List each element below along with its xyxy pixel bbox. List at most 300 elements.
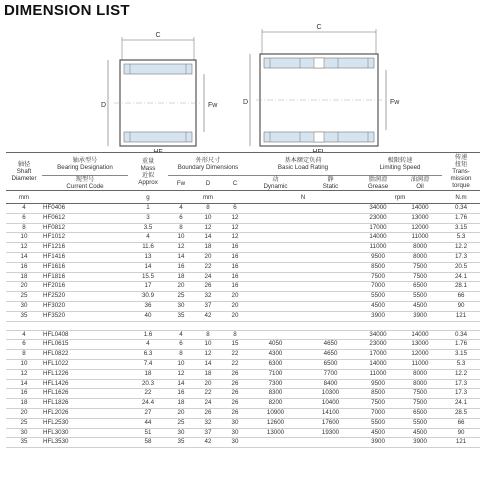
cell-d: 32 — [194, 418, 222, 428]
table-row — [6, 418, 480, 428]
cell-torque: 66 — [442, 418, 480, 428]
cell-fw: 4 — [168, 204, 194, 214]
cell-fw: 20 — [168, 408, 194, 418]
cell-torque: 90 — [442, 301, 480, 311]
hfl-fw-label: Fw — [390, 99, 400, 106]
cell-d: 24 — [194, 272, 222, 282]
cell-dyn — [248, 252, 303, 262]
cell-d: 14 — [194, 233, 222, 243]
cell-fw: 35 — [168, 311, 194, 321]
cell-torque: 0.34 — [442, 204, 480, 214]
cell-c: 16 — [222, 252, 248, 262]
cell-dyn — [248, 282, 303, 292]
cell-shaft: 35 — [6, 311, 42, 321]
cell-fw: 6 — [168, 213, 194, 223]
hfl-spring-bottom — [314, 132, 324, 142]
cell-mass: 27 — [128, 408, 168, 418]
hf-c-label: C — [155, 32, 161, 39]
cell-d: 10 — [194, 213, 222, 223]
cell-mass: 24.4 — [128, 399, 168, 409]
cell-grease: 9500 — [358, 379, 398, 389]
cell-dyn — [248, 311, 303, 321]
cell-code: HF1416 — [42, 252, 128, 262]
cell-torque: 121 — [442, 438, 480, 448]
cell-fw: 35 — [168, 438, 194, 448]
boundary-unit: mm — [168, 191, 248, 204]
cell-code: HF1216 — [42, 243, 128, 253]
cell-fw: 16 — [168, 262, 194, 272]
cell-d: 24 — [194, 399, 222, 409]
dimension-table — [6, 152, 480, 448]
bearing-drawings — [0, 18, 482, 150]
cell-shaft: 8 — [6, 350, 42, 360]
cell-shaft: 18 — [6, 399, 42, 409]
cell-dyn — [248, 330, 303, 340]
cell-stat — [303, 223, 358, 233]
cell-stat — [303, 292, 358, 302]
hf-top-rollers — [124, 64, 192, 74]
cell-d: 42 — [194, 311, 222, 321]
cell-code: HFL0615 — [42, 340, 128, 350]
cell-fw: 30 — [168, 428, 194, 438]
cell-mass: 51 — [128, 428, 168, 438]
cell-grease: 4500 — [358, 301, 398, 311]
gap-cell — [128, 321, 168, 330]
table-row — [6, 379, 480, 389]
cell-code: HFL0408 — [42, 330, 128, 340]
cell-grease: 17000 — [358, 350, 398, 360]
cell-code: HFL2530 — [42, 418, 128, 428]
page-title: DIMENSION LIST — [4, 2, 130, 19]
cell-c: 12 — [222, 233, 248, 243]
table-row — [6, 438, 480, 448]
table-row — [6, 233, 480, 243]
cell-dyn — [248, 301, 303, 311]
cell-dyn: 8300 — [248, 389, 303, 399]
gap-cell — [442, 321, 480, 330]
cell-stat: 6500 — [303, 359, 358, 369]
cell-c: 6 — [222, 204, 248, 214]
cell-mass: 7.4 — [128, 359, 168, 369]
table-row — [6, 301, 480, 311]
cell-fw: 8 — [168, 350, 194, 360]
cell-oil: 8000 — [398, 243, 442, 253]
cell-shaft: 16 — [6, 389, 42, 399]
table-row — [6, 350, 480, 360]
cell-dyn: 7100 — [248, 369, 303, 379]
cell-shaft: 6 — [6, 213, 42, 223]
cell-mass: 20.3 — [128, 379, 168, 389]
cell-code: HF0812 — [42, 223, 128, 233]
gap-cell — [42, 321, 128, 330]
cell-stat — [303, 311, 358, 321]
cell-torque: 12.2 — [442, 369, 480, 379]
cell-d: 37 — [194, 301, 222, 311]
cell-shaft: 8 — [6, 223, 42, 233]
fw-header: Fw — [168, 176, 194, 191]
cell-shaft: 4 — [6, 204, 42, 214]
cell-code: HF1816 — [42, 272, 128, 282]
cell-torque: 5.3 — [442, 359, 480, 369]
cell-code: HFL0822 — [42, 350, 128, 360]
cell-fw: 14 — [168, 252, 194, 262]
cell-code: HF1616 — [42, 262, 128, 272]
cell-fw: 6 — [168, 340, 194, 350]
cell-d: 14 — [194, 359, 222, 369]
cell-dyn — [248, 213, 303, 223]
table-row — [6, 428, 480, 438]
cell-stat: 7700 — [303, 369, 358, 379]
cell-torque: 24.1 — [442, 272, 480, 282]
torque-unit: N.m — [442, 191, 480, 204]
cell-oil: 3900 — [398, 311, 442, 321]
cell-stat: 4650 — [303, 340, 358, 350]
table-row — [6, 243, 480, 253]
cell-oil: 7500 — [398, 262, 442, 272]
hfl-d-label: D — [243, 99, 249, 106]
cell-torque: 17.3 — [442, 379, 480, 389]
mass-unit: g — [128, 191, 168, 204]
cell-dyn: 10900 — [248, 408, 303, 418]
cell-stat: 8400 — [303, 379, 358, 389]
cell-dyn — [248, 233, 303, 243]
cell-mass: 1.6 — [128, 330, 168, 340]
cell-mass: 22 — [128, 389, 168, 399]
cell-fw: 18 — [168, 272, 194, 282]
cell-torque: 3.15 — [442, 350, 480, 360]
cell-grease: 11000 — [358, 243, 398, 253]
cell-fw: 20 — [168, 282, 194, 292]
cell-shaft: 35 — [6, 438, 42, 448]
grease-header: 脂润滑 Grease — [358, 176, 398, 191]
cell-torque: 24.1 — [442, 399, 480, 409]
cell-d: 18 — [194, 243, 222, 253]
cell-mass: 4 — [128, 340, 168, 350]
cell-stat — [303, 438, 358, 448]
hfl-spring-top — [314, 58, 324, 68]
cell-torque: 3.15 — [442, 223, 480, 233]
cell-torque: 17.3 — [442, 252, 480, 262]
cell-shaft: 4 — [6, 330, 42, 340]
header-row-1 — [6, 153, 480, 176]
cell-dyn: 13000 — [248, 428, 303, 438]
cell-stat — [303, 272, 358, 282]
cell-fw: 10 — [168, 359, 194, 369]
cell-d: 22 — [194, 262, 222, 272]
load-unit: N — [248, 191, 358, 204]
cell-shaft: 25 — [6, 292, 42, 302]
c-header: C — [222, 176, 248, 191]
cell-d: 12 — [194, 223, 222, 233]
cell-shaft: 10 — [6, 359, 42, 369]
cell-stat — [303, 330, 358, 340]
cell-c: 20 — [222, 301, 248, 311]
cell-oil: 8000 — [398, 379, 442, 389]
cell-oil: 8000 — [398, 369, 442, 379]
hfl-drawing — [243, 24, 400, 156]
cell-c: 15 — [222, 340, 248, 350]
cell-code: HF3020 — [42, 301, 128, 311]
cell-fw: 16 — [168, 389, 194, 399]
cell-oil: 13000 — [398, 340, 442, 350]
cell-oil: 6500 — [398, 282, 442, 292]
cell-mass: 58 — [128, 438, 168, 448]
table-row — [6, 340, 480, 350]
cell-c: 26 — [222, 408, 248, 418]
cell-stat: 19300 — [303, 428, 358, 438]
cell-shaft: 6 — [6, 340, 42, 350]
cell-shaft: 14 — [6, 252, 42, 262]
cell-grease: 8500 — [358, 389, 398, 399]
cell-grease: 14000 — [358, 233, 398, 243]
cell-stat: 4650 — [303, 350, 358, 360]
cell-stat — [303, 301, 358, 311]
gap-cell — [358, 321, 398, 330]
cell-code: HFL1226 — [42, 369, 128, 379]
cell-mass: 6.3 — [128, 350, 168, 360]
cell-code: HF3520 — [42, 311, 128, 321]
cell-stat: 14100 — [303, 408, 358, 418]
cell-oil: 7500 — [398, 272, 442, 282]
cell-c: 16 — [222, 272, 248, 282]
cell-oil: 6500 — [398, 408, 442, 418]
cell-c: 20 — [222, 292, 248, 302]
cell-grease: 8500 — [358, 262, 398, 272]
cell-stat: 17600 — [303, 418, 358, 428]
cell-d: 26 — [194, 282, 222, 292]
cell-torque: 12.2 — [442, 243, 480, 253]
cell-oil: 7500 — [398, 389, 442, 399]
cell-torque: 1.76 — [442, 340, 480, 350]
bearing-unit — [42, 191, 128, 204]
cell-dyn — [248, 223, 303, 233]
cell-shaft: 30 — [6, 301, 42, 311]
cell-c: 20 — [222, 311, 248, 321]
cell-dyn: 7300 — [248, 379, 303, 389]
cell-mass: 3 — [128, 213, 168, 223]
cell-mass: 40 — [128, 311, 168, 321]
table-row — [6, 272, 480, 282]
table-row — [6, 282, 480, 292]
cell-d: 20 — [194, 252, 222, 262]
cell-grease: 7500 — [358, 399, 398, 409]
d-header: D — [194, 176, 222, 191]
table-row — [6, 292, 480, 302]
cell-d: 8 — [194, 204, 222, 214]
cell-torque: 1.76 — [442, 213, 480, 223]
bearing-header: 轴承型号 Bearing Designation — [42, 153, 128, 176]
cell-dyn — [248, 262, 303, 272]
cell-fw: 12 — [168, 369, 194, 379]
cell-c: 12 — [222, 213, 248, 223]
table-row — [6, 311, 480, 321]
cell-d: 32 — [194, 292, 222, 302]
cell-dyn: 8200 — [248, 399, 303, 409]
shaft-header: 轴径 Shaft Diameter — [6, 153, 42, 191]
table-row — [6, 399, 480, 409]
cell-code: HFL1022 — [42, 359, 128, 369]
cell-grease: 34000 — [358, 330, 398, 340]
cell-c: 26 — [222, 389, 248, 399]
gap-cell — [194, 321, 222, 330]
cell-fw: 25 — [168, 292, 194, 302]
cell-oil: 11000 — [398, 233, 442, 243]
table-row — [6, 389, 480, 399]
cell-oil: 13000 — [398, 213, 442, 223]
cell-d: 8 — [194, 330, 222, 340]
gap-cell — [398, 321, 442, 330]
cell-shaft: 10 — [6, 233, 42, 243]
cell-stat — [303, 252, 358, 262]
cell-fw: 8 — [168, 223, 194, 233]
cell-stat: 10400 — [303, 399, 358, 409]
cell-fw: 10 — [168, 233, 194, 243]
cell-code: HFL3530 — [42, 438, 128, 448]
cell-torque: 17.3 — [442, 389, 480, 399]
mass-header: 重量 Mass 近似 Approx — [128, 153, 168, 191]
cell-oil: 11000 — [398, 359, 442, 369]
cell-d: 20 — [194, 379, 222, 389]
cell-code: HF2016 — [42, 282, 128, 292]
cell-fw: 30 — [168, 301, 194, 311]
cell-code: HFL1426 — [42, 379, 128, 389]
cell-grease: 3900 — [358, 438, 398, 448]
cell-c: 26 — [222, 399, 248, 409]
cell-mass: 13 — [128, 252, 168, 262]
cell-mass: 1 — [128, 204, 168, 214]
cell-code: HF0406 — [42, 204, 128, 214]
cell-torque: 28.5 — [442, 408, 480, 418]
cell-grease: 34000 — [358, 204, 398, 214]
cell-c: 16 — [222, 243, 248, 253]
cell-code: HF0612 — [42, 213, 128, 223]
cell-grease: 7000 — [358, 282, 398, 292]
table-row — [6, 252, 480, 262]
gap-cell — [168, 321, 194, 330]
cell-torque: 121 — [442, 311, 480, 321]
cell-mass: 15.5 — [128, 272, 168, 282]
cell-torque: 0.34 — [442, 330, 480, 340]
cell-c: 22 — [222, 350, 248, 360]
cell-mass: 17 — [128, 282, 168, 292]
table-row — [6, 262, 480, 272]
cell-code: HFL1826 — [42, 399, 128, 409]
cell-dyn — [248, 204, 303, 214]
section-gap-row — [6, 321, 480, 330]
cell-grease: 7500 — [358, 272, 398, 282]
cell-shaft: 12 — [6, 369, 42, 379]
cell-code: HFL2026 — [42, 408, 128, 418]
cell-grease: 23000 — [358, 213, 398, 223]
cell-d: 42 — [194, 438, 222, 448]
cell-grease: 23000 — [358, 340, 398, 350]
cell-mass: 36 — [128, 301, 168, 311]
cell-fw: 14 — [168, 379, 194, 389]
hf-d-label: D — [101, 102, 107, 109]
cell-grease: 14000 — [358, 359, 398, 369]
cell-c: 12 — [222, 223, 248, 233]
cell-fw: 25 — [168, 418, 194, 428]
cell-stat — [303, 262, 358, 272]
cell-d: 18 — [194, 369, 222, 379]
cell-oil: 12000 — [398, 350, 442, 360]
cell-oil: 5500 — [398, 418, 442, 428]
cell-code: HF2520 — [42, 292, 128, 302]
cell-code: HF1012 — [42, 233, 128, 243]
cell-oil: 7500 — [398, 399, 442, 409]
cell-grease: 4500 — [358, 428, 398, 438]
cell-code: HFL3030 — [42, 428, 128, 438]
cell-oil: 4500 — [398, 301, 442, 311]
gap-cell — [6, 321, 42, 330]
table-row — [6, 330, 480, 340]
cell-oil: 12000 — [398, 223, 442, 233]
cell-dyn — [248, 272, 303, 282]
cell-stat: 10300 — [303, 389, 358, 399]
cell-grease: 5500 — [358, 418, 398, 428]
cell-stat — [303, 243, 358, 253]
cell-c: 26 — [222, 369, 248, 379]
gap-cell — [248, 321, 303, 330]
cell-oil: 5500 — [398, 292, 442, 302]
cell-shaft: 18 — [6, 272, 42, 282]
cell-shaft: 16 — [6, 262, 42, 272]
table-body — [6, 204, 480, 448]
cell-oil: 14000 — [398, 204, 442, 214]
cell-mass: 14 — [128, 262, 168, 272]
cell-shaft: 14 — [6, 379, 42, 389]
cell-mass: 44 — [128, 418, 168, 428]
cell-dyn: 4300 — [248, 350, 303, 360]
cell-c: 8 — [222, 330, 248, 340]
cell-dyn: 6300 — [248, 359, 303, 369]
cell-oil: 4500 — [398, 428, 442, 438]
cell-dyn — [248, 243, 303, 253]
cell-fw: 18 — [168, 399, 194, 409]
cell-d: 37 — [194, 428, 222, 438]
bearing-drawings-svg — [0, 18, 482, 150]
header-row-2 — [6, 176, 480, 191]
gap-cell — [303, 321, 358, 330]
hf-fw-label: Fw — [208, 102, 218, 109]
table-row — [6, 213, 480, 223]
cell-stat — [303, 282, 358, 292]
table-row — [6, 223, 480, 233]
speed-header: 极限转速 Limiting Speed — [358, 153, 442, 176]
cell-mass: 3.5 — [128, 223, 168, 233]
cell-dyn: 12600 — [248, 418, 303, 428]
cell-oil: 14000 — [398, 330, 442, 340]
cell-shaft: 12 — [6, 243, 42, 253]
cell-c: 26 — [222, 379, 248, 389]
boundary-header: 外形尺寸 Boundary Dimensions — [168, 153, 248, 176]
hfl-c-label: C — [316, 24, 322, 31]
cell-fw: 12 — [168, 243, 194, 253]
cell-mass: 11.6 — [128, 243, 168, 253]
cell-c: 30 — [222, 428, 248, 438]
cell-c: 16 — [222, 282, 248, 292]
cell-torque: 28.1 — [442, 282, 480, 292]
cell-dyn — [248, 438, 303, 448]
cell-c: 22 — [222, 359, 248, 369]
cell-grease: 5500 — [358, 292, 398, 302]
cell-grease: 9500 — [358, 252, 398, 262]
cell-stat — [303, 204, 358, 214]
table-row — [6, 204, 480, 214]
speed-unit: rpm — [358, 191, 442, 204]
cell-mass: 18 — [128, 369, 168, 379]
cell-c: 16 — [222, 262, 248, 272]
